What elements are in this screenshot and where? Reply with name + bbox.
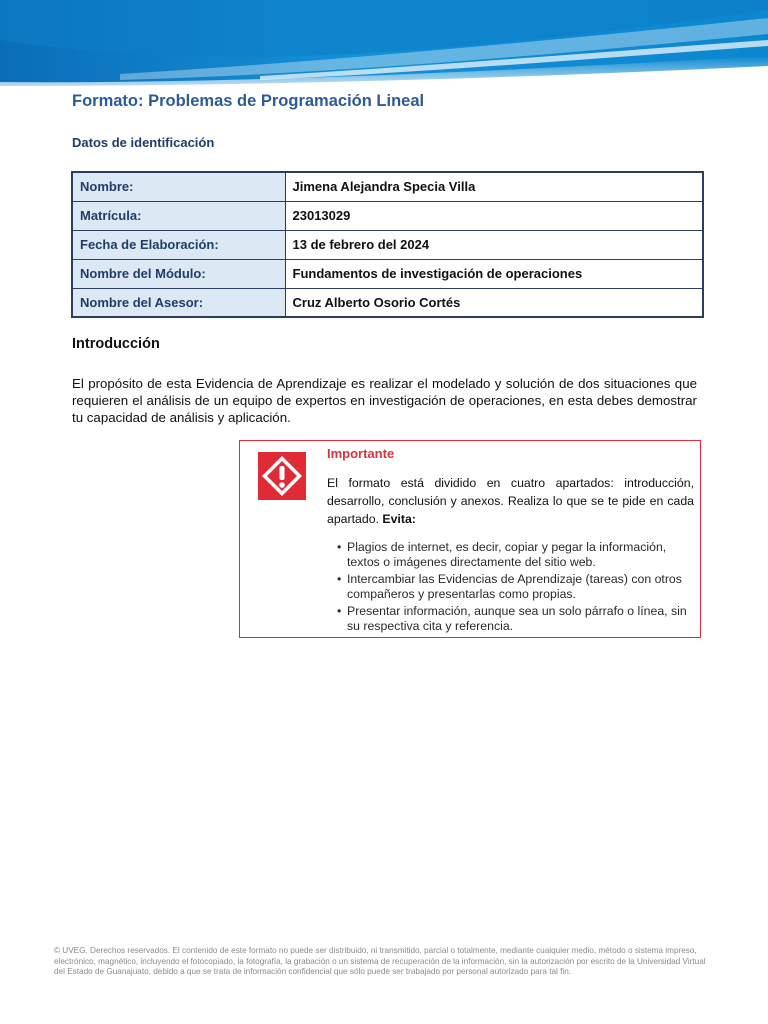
row-label: Nombre del Asesor: [72, 288, 285, 317]
header-banner [0, 0, 768, 94]
table-row [72, 230, 703, 259]
row-label: Nombre del Módulo: [72, 259, 285, 288]
row-value: Cruz Alberto Osorio Cortés [285, 288, 703, 317]
row-value: 13 de febrero del 2024 [285, 230, 703, 259]
avoid-list [337, 540, 697, 636]
copyright-footer: © UVEG. Derechos reservados. El contenido de este formato no puede ser distribuido, ni transmitido, parcial o totalmente, mediante cualquier medio, método o sistema impreso, electrónico, magnético, incluyendo el fotocopiado, la fotografía, la grabación o un sistema de recuperación de la información, sin la autorización por escrito de la Universidad Virtual del Estado de Guanajuato, debido a que se trata de información confidencial que sólo puede ser trabajado por personal autorizado para tal fin. [54, 946, 706, 976]
identification-table [71, 171, 704, 318]
warning-diamond-icon [258, 452, 306, 500]
important-body-text: El formato está dividido en cuatro apartados: introducción, desarrollo, conclusión y anexos. Realiza lo que se te pide en cada apartado. [327, 476, 694, 526]
introduction-paragraph: El propósito de esta Evidencia de Aprendizaje es realizar el modelado y solución de dos situaciones que requieren el análisis de un equipo de expertos en investigación de operaciones, en esta debes demostrar tu capacidad de análisis y aplicación. [72, 376, 697, 425]
important-notice [239, 440, 701, 638]
table-row [72, 201, 703, 230]
banner-graphic [0, 0, 768, 94]
row-value: 23013029 [285, 201, 703, 230]
document-title: Formato: Problemas de Programación Lineal [72, 92, 425, 110]
important-emphasis: Evita: [382, 512, 416, 526]
table-row [72, 259, 703, 288]
row-label: Nombre: [72, 172, 285, 201]
introduction-heading: Introducción [72, 336, 160, 352]
row-value: Jimena Alejandra Specia Villa [285, 172, 703, 201]
important-body [327, 474, 694, 528]
list-item: • Intercambiar las Evidencias de Aprendizaje (tareas) con otros compañeros y presentarlas como propias. [337, 572, 697, 601]
row-value: Fundamentos de investigación de operaciones [285, 259, 703, 288]
important-title: Importante [327, 446, 395, 461]
table-row [72, 288, 703, 317]
list-item: • Presentar información, aunque sea un solo párrafo o línea, sin su respectiva cita y referencia. [337, 604, 697, 633]
identification-heading: Datos de identificación [72, 135, 215, 150]
row-label: Fecha de Elaboración: [72, 230, 285, 259]
table-row [72, 172, 703, 201]
row-label: Matrícula: [72, 201, 285, 230]
list-item: • Plagios de internet, es decir, copiar y pegar la información, textos o imágenes directamente del sitio web. [337, 540, 697, 569]
